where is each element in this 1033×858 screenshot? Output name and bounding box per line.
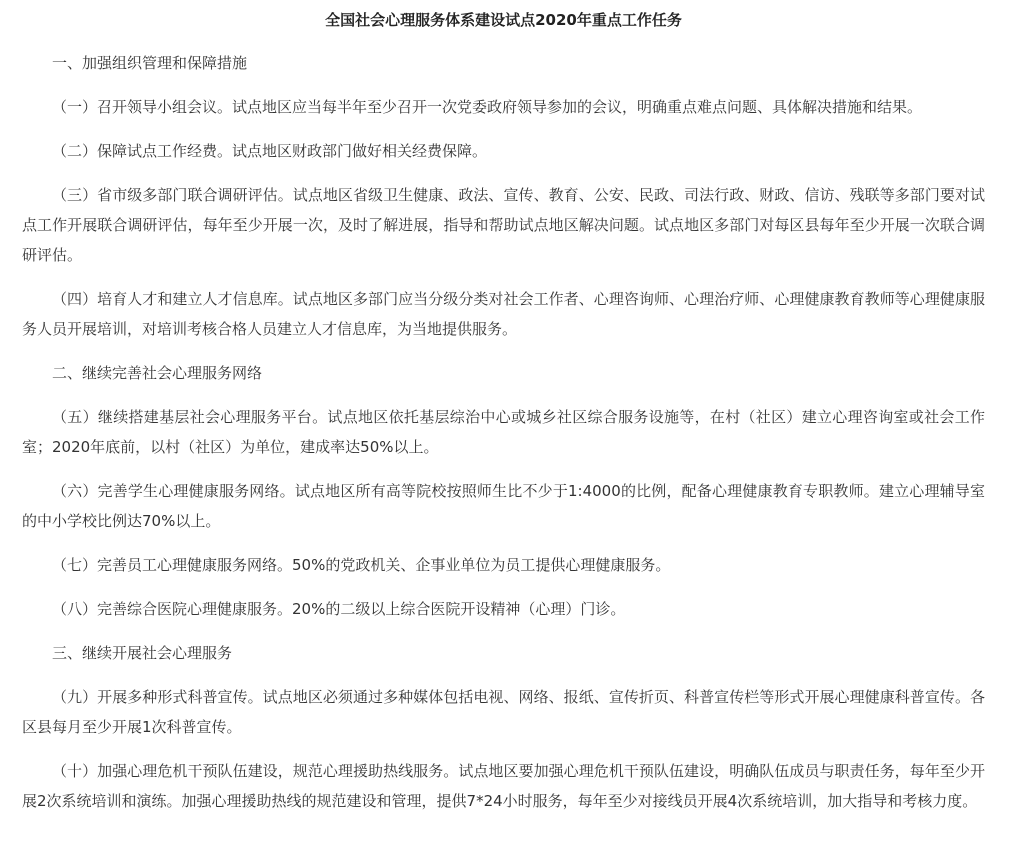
paragraph: （十）加强心理危机干预队伍建设，规范心理援助热线服务。试点地区要加强心理危机干预队伍建设，明确队伍成员与职责任务，每年至少开展2次系统培训和演练。加强心理援助热线的规范建设和管理，提供7*24小时服务，每年至少对接线员开展4次系统培训，加大指导和考核力度。 — [22, 762, 985, 810]
section-heading: 二、继续完善社会心理服务网络 — [52, 364, 263, 382]
paragraph: （三）省市级多部门联合调研评估。试点地区省级卫生健康、政法、宣传、教育、公安、民政、司法行政、财政、信访、残联等多部门要对试点工作开展联合调研评估，每年至少开展一次，及时了解进展，指导和帮助试点地区解决问题。试点地区多部门对每区县每年至少开展一次联合调研评估。 — [22, 186, 985, 264]
paragraph: （五）继续搭建基层社会心理服务平台。试点地区依托基层综治中心或城乡社区综合服务设施等，在村（社区）建立心理咨询室或社会工作室；2020年底前，以村（社区）为单位，建成率达50%以上。 — [22, 408, 985, 456]
paragraph: （四）培育人才和建立人才信息库。试点地区多部门应当分级分类对社会工作者、心理咨询师、心理治疗师、心理健康教育教师等心理健康服务人员开展培训，对培训考核合格人员建立人才信息库，为当地提供服务。 — [22, 290, 985, 338]
paragraph: （八）完善综合医院心理健康服务。20%的二级以上综合医院开设精神（心理）门诊。 — [52, 600, 626, 618]
paragraph: （六）完善学生心理健康服务网络。试点地区所有高等院校按照师生比不少于1:4000的比例，配备心理健康教育专职教师。建立心理辅导室的中小学校比例达70%以上。 — [22, 482, 985, 530]
paragraph: （九）开展多种形式科普宣传。试点地区必须通过多种媒体包括电视、网络、报纸、宣传折页、科普宣传栏等形式开展心理健康科普宣传。各区县每月至少开展1次科普宣传。 — [22, 688, 985, 736]
paragraph: （二）保障试点工作经费。试点地区财政部门做好相关经费保障。 — [52, 142, 488, 160]
paragraph: （七）完善员工心理健康服务网络。50%的党政机关、企事业单位为员工提供心理健康服务。 — [52, 556, 671, 574]
paragraph: （一）召开领导小组会议。试点地区应当每半年至少召开一次党委政府领导参加的会议，明确重点难点问题、具体解决措施和结果。 — [52, 98, 923, 116]
section-heading: 三、继续开展社会心理服务 — [52, 644, 233, 662]
document-title: 全国社会心理服务体系建设试点2020年重点工作任务 — [325, 11, 682, 29]
section-heading: 一、加强组织管理和保障措施 — [52, 54, 248, 72]
